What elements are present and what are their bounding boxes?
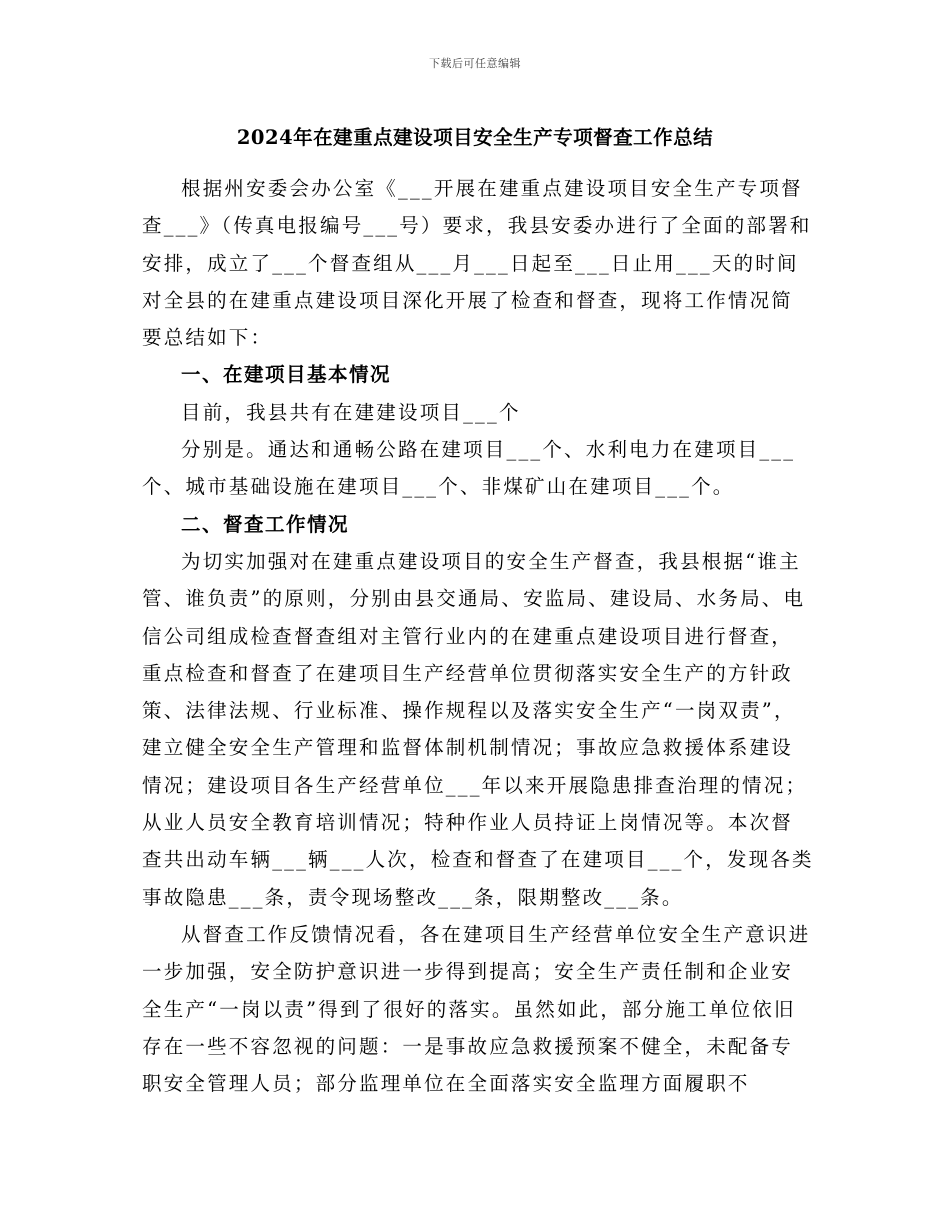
- section-1-paragraph-1: 目前，我县共有在建建设项目___个: [181, 400, 521, 424]
- header-note: 下载后可任意编辑: [429, 57, 521, 70]
- section-2-paragraph-2: 从督查工作反馈情况看，各在建项目生产经营单位安全生产意识进一步加强，安全防护意识进一步得到提高；安全生产责任制和企业安全生产“一岗以责”得到了很好的落实。虽然如此，部分施工单位依旧存在一些不容忽视的问题：一是事故应急救援预案不健全，未配备专职安全管理人员；部分监理单位在全面落实安全监理方面履职不: [142, 922, 811, 1096]
- document-title: 2024年在建重点建设项目安全生产专项督查工作总结: [236, 126, 714, 149]
- section-2-paragraph-1: 为切实加强对在建重点建设项目的安全生产督查，我县根据“谁主管、谁负责”的原则，分别由县交通局、安监局、建设局、水务局、电信公司组成检查督查组对主管行业内的在建重点建设项目进行督查，重点检查和督查了在建项目生产经营单位贯彻落实安全生产的方针政策、法律法规、行业标准、操作规程以及落实安全生产“一岗双责”，建立健全安全生产管理和监督体制机制情况；事故应急救援体系建设情况；建设项目各生产经营单位___年以来开展隐患排查治理的情况；从业人员安全教育培训情况；特种作业人员持证上岗情况等。本次督查共出动车辆___辆___人次，检查和督查了在建项目___个，发现各类事故隐患___条，责令现场整改___条，限期整改___条。: [142, 549, 814, 909]
- section-1-paragraph-2: 分别是。通达和通畅公路在建项目___个、水利电力在建项目___个、城市基础设施在建项目___个、非煤矿山在建项目___个。: [142, 438, 796, 499]
- section-1-heading: 一、在建项目基本情况: [181, 363, 392, 387]
- intro-paragraph: 根据州安委会办公室《___开展在建重点建设项目安全生产专项督查___》（传真电报编号___号）要求，我县安委办进行了全面的部署和安排，成立了___个督查组从___月___日起至___日止用___天的时间对全县的在建重点建设项目深化开展了检查和督查，现将工作情况简要总结如下：: [142, 177, 812, 350]
- document-body: [142, 170, 814, 1102]
- section-2-heading: 二、督查工作情况: [181, 512, 350, 536]
